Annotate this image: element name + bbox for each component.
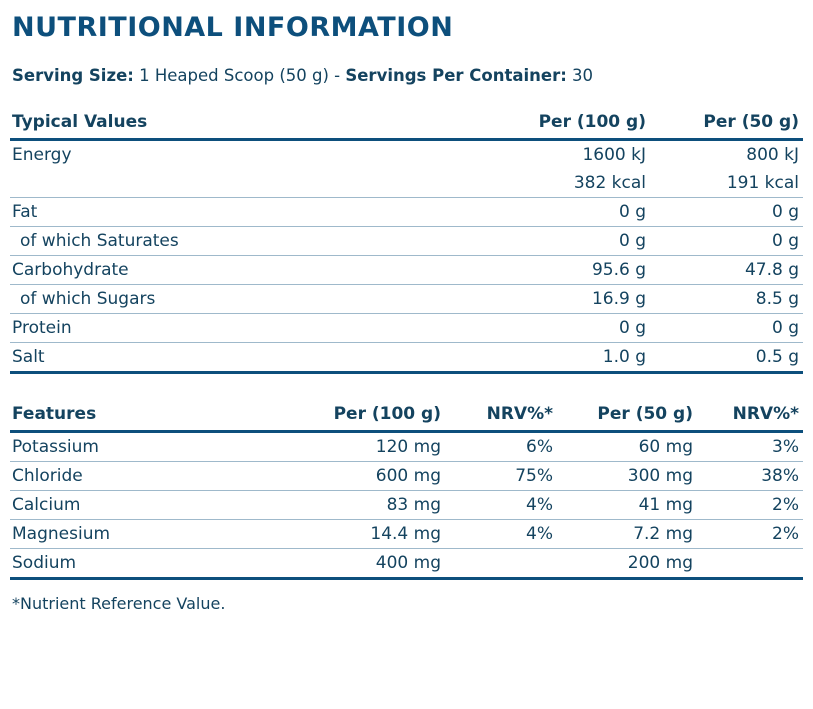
col-per-50g: Per (50 g) (557, 400, 697, 432)
nutrition-table-header-row (10, 108, 803, 140)
row-per-50g: 47.8 g (650, 256, 803, 285)
row-nrv-100g: 75% (445, 462, 557, 491)
row-per-100g: 95.6 g (440, 256, 650, 285)
row-per-50g: 0 g (650, 314, 803, 343)
row-per-100g: 120 mg (280, 432, 445, 462)
row-per-50g: 0 g (650, 198, 803, 227)
row-nrv-50g (697, 549, 803, 579)
table-row (10, 314, 803, 343)
col-per-100g: Per (100 g) (440, 108, 650, 140)
row-per-50g: 0 g (650, 227, 803, 256)
row-per-50g: 191 kcal (650, 169, 803, 198)
row-nrv-100g: 6% (445, 432, 557, 462)
col-nrv-100g: NRV%* (445, 400, 557, 432)
features-table-header-row (10, 400, 803, 432)
row-label (10, 169, 440, 198)
table-row (10, 491, 803, 520)
row-per-50g: 41 mg (557, 491, 697, 520)
row-nrv-50g: 38% (697, 462, 803, 491)
row-per-50g: 60 mg (557, 432, 697, 462)
row-label: Fat (10, 198, 440, 227)
row-per-100g: 382 kcal (440, 169, 650, 198)
row-label: Salt (10, 343, 440, 373)
row-per-50g: 300 mg (557, 462, 697, 491)
page-title: NUTRITIONAL INFORMATION (12, 12, 454, 43)
row-per-100g: 400 mg (280, 549, 445, 579)
row-per-100g: 83 mg (280, 491, 445, 520)
row-label: Magnesium (10, 520, 280, 549)
row-label: Chloride (10, 462, 280, 491)
table-row (10, 285, 803, 314)
row-nrv-50g: 2% (697, 520, 803, 549)
row-per-100g: 0 g (440, 227, 650, 256)
row-per-100g: 1600 kJ (582, 145, 646, 166)
row-nrv-100g: 4% (445, 520, 557, 549)
servings-per-container-value: 30 (566, 66, 594, 85)
row-per-50g: 800 kJ (746, 145, 799, 166)
row-per-50g: 7.2 mg (557, 520, 697, 549)
col-features: Features (10, 400, 280, 432)
row-label: Energy (12, 145, 72, 166)
row-label: Protein (10, 314, 440, 343)
footnote: *Nutrient Reference Value. (12, 594, 226, 614)
col-nrv-50g: NRV%* (697, 400, 803, 432)
table-row (10, 549, 803, 579)
row-label: of which Sugars (10, 285, 440, 314)
features-table (10, 400, 803, 580)
row-per-100g: 14.4 mg (280, 520, 445, 549)
table-row (10, 169, 803, 198)
row-per-100g: 16.9 g (440, 285, 650, 314)
row-nrv-100g (445, 549, 557, 579)
row-label: of which Saturates (10, 227, 440, 256)
row-per-50g: 8.5 g (650, 285, 803, 314)
table-row (10, 227, 803, 256)
row-per-100g: 0 g (440, 198, 650, 227)
table-row (10, 462, 803, 491)
row-per-100g: 0 g (440, 314, 650, 343)
row-per-100g: 1.0 g (440, 343, 650, 373)
row-nrv-50g: 3% (697, 432, 803, 462)
row-label: Sodium (10, 549, 280, 579)
col-per-100g: Per (100 g) (280, 400, 445, 432)
table-row (10, 140, 803, 170)
row-label: Potassium (10, 432, 280, 462)
servings-per-container-label: Servings Per Container: (345, 66, 567, 85)
table-row (10, 520, 803, 549)
nutrition-table (10, 108, 803, 374)
table-row (10, 198, 803, 227)
table-row (10, 256, 803, 285)
table-spacer (10, 374, 803, 400)
row-per-100g: 600 mg (280, 462, 445, 491)
row-nrv-50g: 2% (697, 491, 803, 520)
table-row (10, 343, 803, 373)
row-label: Calcium (10, 491, 280, 520)
serving-size-value: 1 Heaped Scoop (50 g) - (133, 66, 346, 85)
row-label: Carbohydrate (10, 256, 440, 285)
row-nrv-100g: 4% (445, 491, 557, 520)
row-per-50g: 0.5 g (650, 343, 803, 373)
table-row (10, 432, 803, 462)
col-per-50g: Per (50 g) (650, 108, 803, 140)
row-per-50g: 200 mg (557, 549, 697, 579)
serving-size-label: Serving Size: (12, 66, 134, 85)
serving-info (12, 65, 803, 86)
col-typical-values: Typical Values (10, 108, 440, 140)
